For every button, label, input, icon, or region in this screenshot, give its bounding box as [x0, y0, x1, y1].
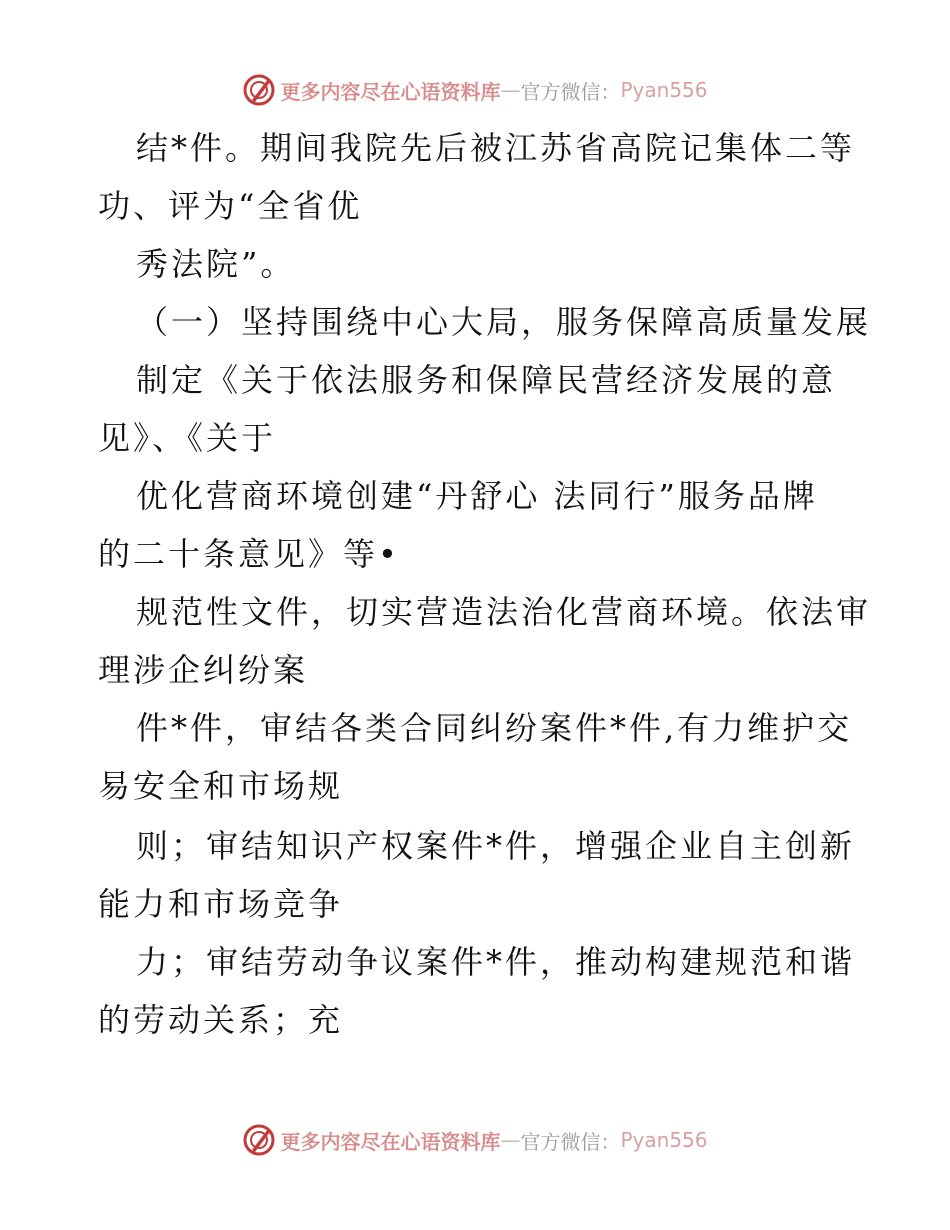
watermark-dash: — [500, 1128, 521, 1152]
watermark-wechat-id: Pyan556 [620, 78, 708, 102]
text-line-10: 理涉企纠纷案 [98, 651, 309, 689]
text-line-8: 的二十条意见》等• [98, 535, 400, 573]
watermark-sub-text: 官方微信： [520, 1129, 621, 1154]
text-line-7: 优化营商环境创建“丹舒心 法同行”服务品牌 [136, 477, 818, 515]
watermark-wechat-id: Pyan556 [620, 1128, 708, 1152]
text-line-12: 易安全和市场规 [98, 767, 344, 805]
watermark-main-text: 更多内容尽在心语资料库 [280, 1129, 501, 1154]
watermark-sub-text: 官方微信： [520, 79, 621, 104]
text-line-16: 的劳动关系；充 [98, 1001, 344, 1039]
text-line-6: 见》、《关于 [98, 419, 277, 457]
watermark-footer [0, 1120, 950, 1160]
text-line-3: 秀法院”。 [136, 245, 296, 283]
watermark-dash: — [500, 78, 521, 102]
quill-logo-icon [242, 73, 276, 107]
section-heading: （一）坚持围绕中心大局，服务保障高质量发展 [136, 303, 872, 341]
text-line-2: 功、评为“全省优 [98, 187, 363, 225]
text-line-5: 制定《关于依法服务和保障民营经济发展的意 [136, 361, 837, 399]
text-line-13: 则；审结知识产权案件*件，增强企业自主创新 [136, 827, 856, 865]
text-line-9: 规范性文件，切实营造法治化营商环境。依法审 [136, 593, 872, 631]
text-line-15: 力；审结劳动争议案件*件，推动构建规范和谐 [136, 943, 856, 981]
quill-logo-icon [242, 1123, 276, 1157]
text-line-11: 件*件，审结各类合同纠纷案件*件,有力维护交 [136, 709, 853, 747]
text-line-14: 能力和市场竞争 [98, 885, 344, 923]
watermark-header [0, 70, 950, 110]
text-line-1: 结*件。期间我院先后被江苏省高院记集体二等 [136, 129, 856, 167]
watermark-main-text: 更多内容尽在心语资料库 [280, 79, 501, 104]
